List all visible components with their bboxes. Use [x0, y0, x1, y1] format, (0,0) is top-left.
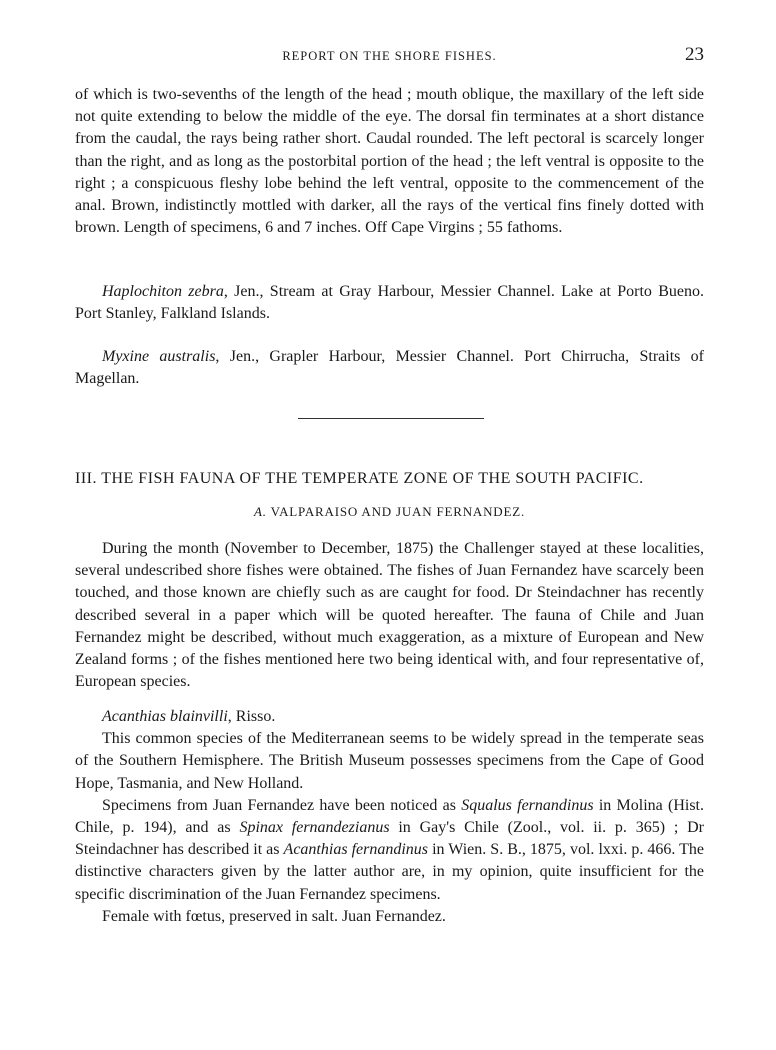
subsection-letter: A.: [253, 504, 267, 519]
paragraph-text: During the month (November to December, 1875) the Challenger stayed at these localities, several undescribed shore fishes were obtained. The fishes of Juan Fernandez have scarcely been touched, and those known are chiefly such as are caught for food. Dr Steindachner has recently described several in a paper which will be quoted hereafter. The fauna of Chile and Juan Fernandez might be described, without much exaggeration, as a mixture of European and New Zealand forms ; of the fishes mentioned here two being identical with, and four representative of, European species.: [75, 540, 704, 691]
paragraph-text: [75, 795, 704, 906]
species-heading: [75, 706, 704, 728]
haplochiton-entry: [75, 281, 704, 325]
section-divider: [298, 418, 484, 419]
synonym-name: Squalus fernandinus: [461, 796, 594, 814]
page-number: 23: [685, 44, 704, 65]
species-entry: [75, 281, 704, 325]
species-name: Haplochiton zebra: [102, 283, 224, 300]
synonym-name: Acanthias fernandinus: [283, 841, 429, 859]
paragraph-text: of which is two-sevenths of the length of the head ; mouth oblique, the maxillary of the left side not quite extending to below the middle of the eye. The dorsal fin terminates at a short distance from the caudal, the rays being rather short. Caudal rounded. The left pectoral is scarcely longer than the right, and as long as the postorbital portion of the head ; the left ventral is opposite to the right ; a conspicuous fleshy lobe behind the left ventral, opposite to the commencement of the anal. Brown, indistinctly mottled with darker, all the rays of the vertical fins finely dotted with brown. Length of specimens, 6 and 7 inches. Off Cape Virgins ; 55 fathoms.: [75, 86, 704, 237]
species-locality: , Jen., Grapler Harbour, Messier Channel. Port Chirrucha, Straits of Magellan.: [75, 348, 705, 388]
synonym-name: Spinax fernandezianus: [239, 819, 390, 837]
page-header: [75, 44, 704, 68]
paragraph-text: This common species of the Mediterranean seems to be widely spread in the temperate seas of the Southern Hemisphere. The British Museum possesses specimens from the Cape of Good Hope, Tasmania, and New Holland.: [75, 730, 704, 792]
text-run: in Gay's Chile (Zool., vol. ii. p. 365) ; Dr Steindachner has described it as: [75, 819, 704, 859]
text-run: Specimens from Juan Fernandez have been noticed as: [102, 796, 462, 814]
section-heading: III. THE FISH FAUNA OF THE TEMPERATE ZONE OF THE SOUTH PACIFIC.: [75, 470, 644, 487]
species-entry: [75, 346, 704, 390]
myxine-entry: [75, 346, 704, 390]
subsection-heading: [75, 504, 704, 520]
text-run: in Wien. S. B., 1875, vol. lxxi. p. 466. The distinctive characters given by the latter author are, in my opinion, quite insufficient for the specific discrimination of the Juan Fernandez specimens.: [75, 841, 705, 903]
intro-paragraph: [75, 538, 704, 693]
subsection-title: VALPARAISO AND JUAN FERNANDEZ.: [266, 504, 526, 519]
species-author: , Risso.: [227, 708, 276, 725]
species-locality: , Jen., Stream at Gray Harbour, Messier Channel. Lake at Porto Bueno. Port Stanley, Falkland Islands.: [75, 283, 705, 323]
text-run: in Molina (Hist. Chile, p. 194), and as: [75, 796, 704, 837]
species-name: Myxine australis: [102, 348, 216, 365]
running-head: REPORT ON THE SHORE FISHES.: [282, 49, 497, 63]
species-name: Acanthias blainvilli: [102, 708, 228, 725]
acanthias-entry: [75, 706, 704, 928]
body-paragraph-continuation: [75, 84, 704, 239]
paragraph-text: Female with fœtus, preserved in salt. Juan Fernandez.: [102, 907, 446, 925]
